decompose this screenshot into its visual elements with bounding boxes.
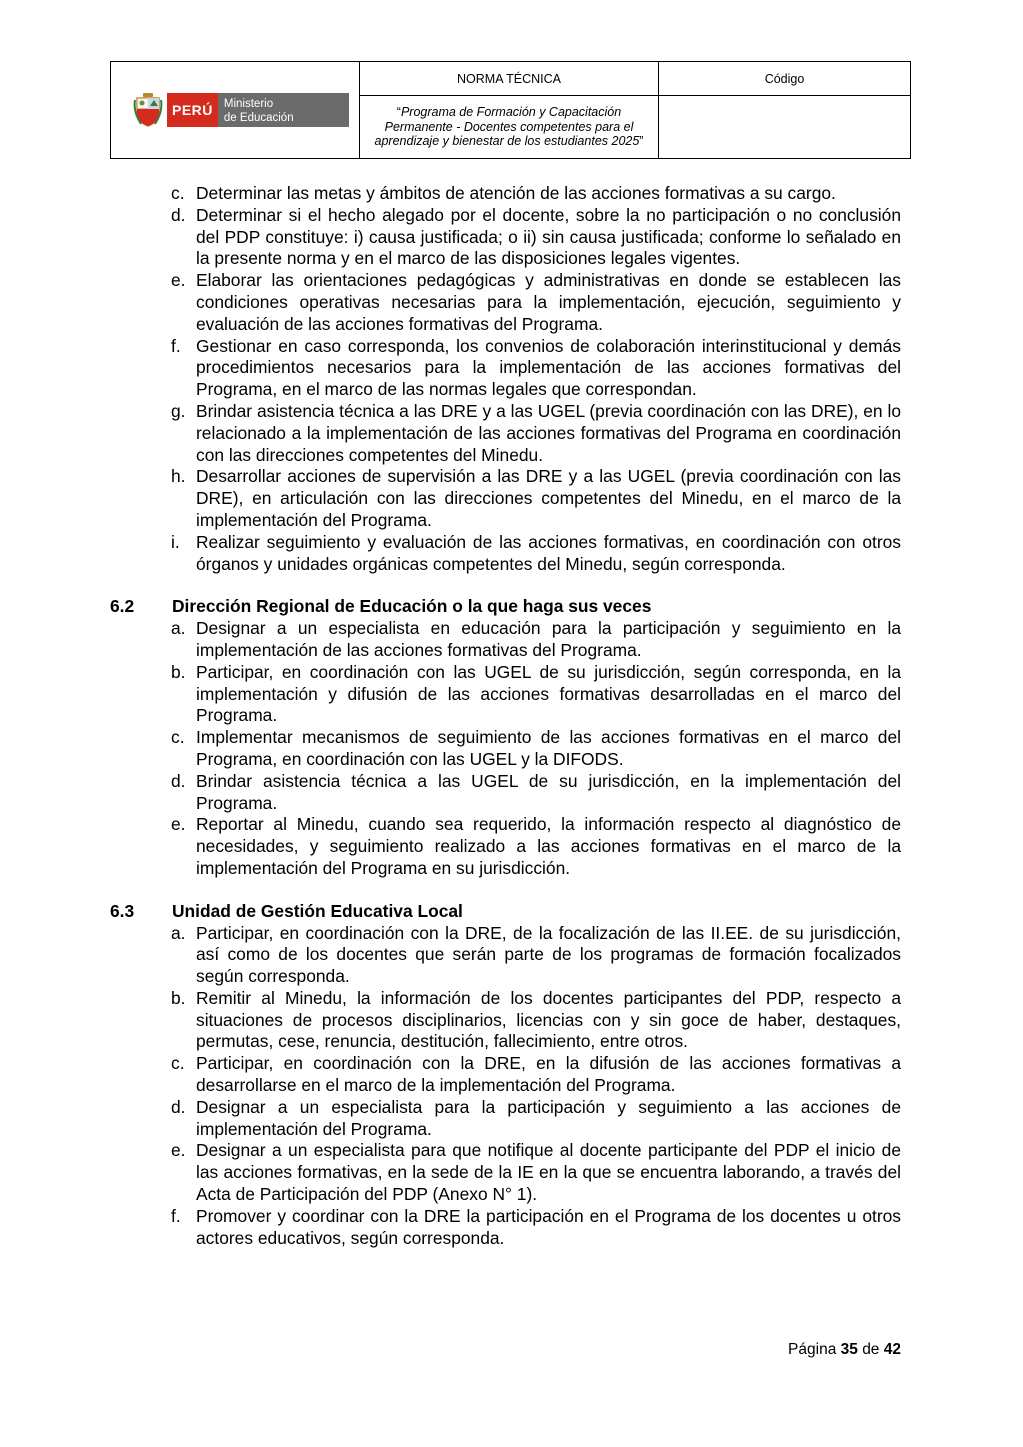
item-text: Participar, en coordinación con las UGEL de su jurisdicción, según corresponda, en la implementación y difusión de las acciones formativas desarrolladas en el marco del Programa. [196,661,901,726]
item-label: c. [171,1053,185,1074]
list-item [110,270,901,335]
item-text: Gestionar en caso corresponda, los convenios de colaboración interinstitucional y demás procedimientos necesarios para la implementación de las acciones formativas del Programa, en el marco de las normas legales que correspondan. [196,335,901,400]
list-item [110,1053,901,1097]
minedu-logo [111,92,359,128]
list-item [110,771,901,815]
item-label: a. [171,922,186,943]
section-heading [110,596,901,618]
item-text: Participar, en coordinación con la DRE, de la focalización de las II.EE. de su jurisdicción, así como de los docentes que serán parte de los programas de formación focalizados según corresponda. [196,922,901,987]
logo-cell [111,62,360,159]
item-text: Determinar si el hecho alegado por el docente, sobre la no participación o no conclusión del PDP constituye: i) causa justificada; o ii) sin causa justificada; conforme lo señalado en la presente norma y en el marco de las disposiciones legales vigentes. [196,204,901,269]
item-text: Desarrollar acciones de supervisión a las DRE y a las UGEL (previa coordinación con las DRE), en articulación con las direcciones competentes del Minedu, en el marco de la implementación del Programa. [196,466,901,530]
logo-ministry-line2: de Educación [223,112,294,124]
list-item [110,988,901,1053]
item-text: Brindar asistencia técnica a las UGEL de su jurisdicción, en la implementación del Programa. [196,770,901,813]
list-item [110,814,901,879]
item-text: Designar a un especialista en educación para la participación y seguimiento en la implementación de las acciones formativas del Programa. [196,618,901,660]
list-item [110,336,901,401]
logo-ministry-line1: Ministerio [223,98,274,110]
program-title-cell [360,96,659,159]
item-label: c. [171,727,185,748]
item-label: f. [171,1205,181,1226]
list-item [110,205,901,270]
item-text: Elaborar las orientaciones pedagógicas y administrativas en donde se establecen las condiciones operativas necesarias para la implementación, ejecución, seguimiento y evaluación de las acciones formativas del Programa. [196,270,901,334]
list-item [110,532,901,576]
item-text: Promover y coordinar con la DRE la participación en el Programa de los docentes u otros actores educativos, según corresponda. [196,1205,901,1248]
logo-country-box: PERÚ [167,93,218,127]
of-word: de [862,1341,880,1358]
item-text: Participar, en coordinación con la DRE, en la difusión de las acciones formativas a desarrollarse en el marco de la implementación del Programa. [196,1053,901,1096]
item-text: Designar a un especialista para que notifique al docente participante del PDP el inicio de las acciones formativas, en la sede de la IE en la que se encuentra laborando, a través del Acta de Participación del PDP (Anexo N° 1). [196,1140,901,1205]
section-number: 6.3 [110,900,135,921]
section-list [110,618,901,880]
item-label: b. [171,661,186,682]
item-label: a. [171,618,186,639]
item-label: h. [171,466,186,487]
item-text: Brindar asistencia técnica a las DRE y a las UGEL (previa coordinación con las DRE), en lo relacionado a la implementación de las acciones formativas del Programa en coordinación con las direcciones competentes del Minedu. [196,400,901,465]
list-item [110,923,901,988]
section-title: Dirección Regional de Educación o la que haga sus veces [172,596,652,617]
item-label: g. [171,400,186,421]
item-label: e. [171,270,186,291]
item-text: Determinar las metas y ámbitos de atención de las acciones formativas a su cargo. [196,183,836,203]
list-item [110,1140,901,1205]
header-table [110,61,911,159]
logo-ministry-box [218,93,349,127]
page-word: Página [788,1341,837,1358]
close-quote: ” [639,134,644,149]
code-value-cell [659,96,911,159]
section-heading [110,901,901,923]
list-item [110,466,901,531]
program-title: Programa de Formación y Capacitación Permanente - Docentes competentes para el aprendizaje y bienestar de los estudiantes 2025 [374,105,640,149]
page-current: 35 [840,1341,858,1358]
open-quote: “ [396,105,401,120]
item-label: d. [171,1096,186,1117]
section-list [110,923,901,1250]
item-text: Realizar seguimiento y evaluación de las acciones formativas, en coordinación con otros órganos y unidades orgánicas competentes del Minedu, según corresponda. [196,531,901,574]
list-item [110,183,901,205]
section-title: Unidad de Gestión Educativa Local [172,900,463,921]
list-item [110,727,901,771]
item-label: i. [171,531,180,552]
item-text: Reportar al Minedu, cuando sea requerido, la información respecto al diagnóstico de necesidades, y seguimiento realizado a las acciones formativas en el marco de la implementación del Programa en su jurisdicción. [196,814,901,878]
page-number [788,1341,901,1359]
item-label: d. [171,204,186,225]
peru-coat-of-arms-icon [133,92,163,128]
item-label: e. [171,1140,186,1161]
item-label: d. [171,770,186,791]
item-label: b. [171,987,186,1008]
list-item [110,662,901,727]
item-text: Implementar mecanismos de seguimiento de las acciones formativas en el marco del Programa, en coordinación con las UGEL y la DIFODS. [196,727,901,769]
page-total: 42 [883,1341,901,1358]
item-text: Designar a un especialista para la participación y seguimiento a las acciones de implementación del Programa. [196,1096,901,1139]
item-label: f. [171,335,181,356]
doc-type-cell: NORMA TÉCNICA [360,62,659,96]
section-number: 6.2 [110,596,135,617]
item-label: e. [171,814,186,835]
list-item [110,1097,901,1141]
list-item [110,1206,901,1250]
item-label: c. [171,183,185,203]
code-label-cell: Código [659,62,911,96]
item-text: Remitir al Minedu, la información de los docentes participantes del PDP, respecto a situaciones de procesos disciplinarios, licencias con y sin goce de haber, destaques, permutas, cese, renuncia, destitución, fallecimiento, entre otros. [196,987,901,1052]
list-item [110,401,901,466]
intro-list [110,183,901,575]
list-item [110,618,901,662]
document-body [110,183,901,1249]
